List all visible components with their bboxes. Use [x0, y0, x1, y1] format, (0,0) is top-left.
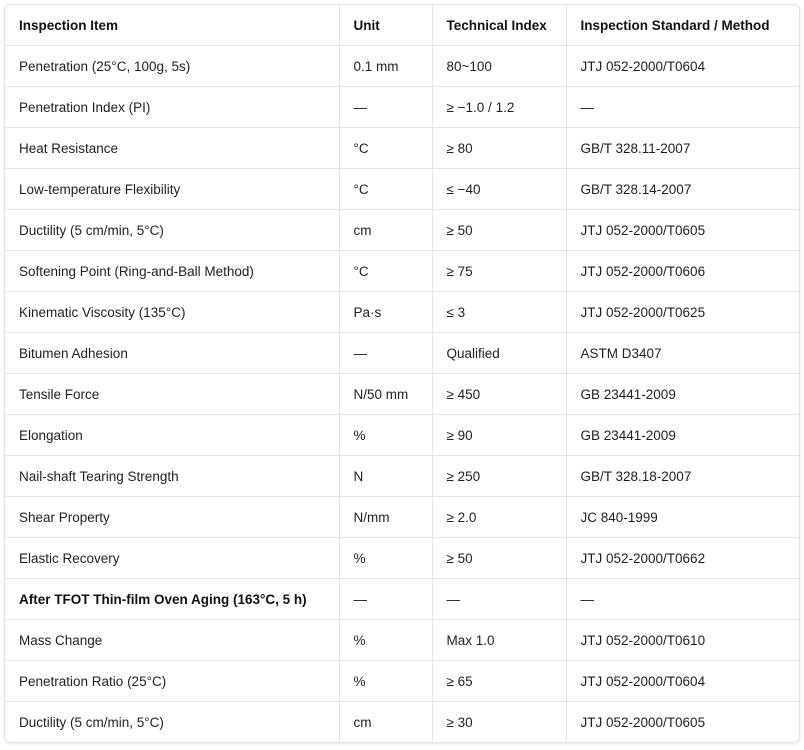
table-row	[5, 128, 799, 169]
cell-technical-index: ≤ 3	[432, 292, 566, 333]
cell-unit: %	[339, 415, 432, 456]
cell-inspection-method: GB 23441-2009	[566, 415, 799, 456]
table-section-row	[5, 579, 799, 620]
cell-technical-index: ≥ 90	[432, 415, 566, 456]
cell-inspection-item: Kinematic Viscosity (135°C)	[5, 292, 339, 333]
cell-inspection-method: GB/T 328.18-2007	[566, 456, 799, 497]
cell-inspection-item: After TFOT Thin-film Oven Aging (163°C, 5 h)	[5, 579, 339, 620]
cell-technical-index: ≤ −40	[432, 169, 566, 210]
cell-inspection-item: Bitumen Adhesion	[5, 333, 339, 374]
cell-technical-index: ≥ 80	[432, 128, 566, 169]
cell-inspection-item: Mass Change	[5, 620, 339, 661]
table-row	[5, 333, 799, 374]
cell-inspection-method: JTJ 052-2000/T0606	[566, 251, 799, 292]
header-unit: Unit	[339, 5, 432, 46]
table-row	[5, 87, 799, 128]
cell-inspection-method: GB 23441-2009	[566, 374, 799, 415]
cell-inspection-method: JTJ 052-2000/T0605	[580, 714, 706, 730]
header-technical-index: Technical Index	[432, 5, 566, 46]
table-row	[5, 497, 799, 538]
cell-technical-index: ≥ 2.0	[432, 497, 566, 538]
cell-unit: °C	[339, 169, 432, 210]
cell-inspection-item: Shear Property	[5, 497, 339, 538]
cell-technical-index: ≥ 50	[432, 538, 566, 579]
cell-inspection-item: Penetration Ratio (25°C)	[5, 661, 339, 702]
cell-inspection-item: Low-temperature Flexibility	[5, 169, 339, 210]
cell-inspection-method: —	[566, 87, 799, 128]
table-row	[5, 251, 799, 292]
cell-inspection-item: Penetration (25°C, 100g, 5s)	[5, 46, 339, 87]
cell-inspection-item: Ductility (5 cm/min, 5°C)	[5, 210, 339, 251]
cell-unit: 0.1 mm	[339, 46, 432, 87]
cell-unit: %	[339, 538, 432, 579]
cell-technical-index: ≥ 450	[432, 374, 566, 415]
cell-technical-index: ≥ 250	[432, 456, 566, 497]
header-row	[5, 5, 799, 46]
table-body	[5, 46, 799, 743]
header-inspection-item: Inspection Item	[5, 5, 339, 46]
cell-inspection-method: JTJ 052-2000/T0604	[566, 661, 799, 702]
table-row	[5, 456, 799, 497]
cell-inspection-method: JTJ 052-2000/T0625	[566, 292, 799, 333]
cell-unit: °C	[339, 128, 432, 169]
cell-inspection-item: Tensile Force	[5, 374, 339, 415]
cell-technical-index: —	[432, 579, 566, 620]
cell-unit: Pa·s	[339, 292, 432, 333]
cell-inspection-method: —	[566, 579, 799, 620]
cell-inspection-item: Penetration Index (PI)	[5, 87, 339, 128]
cell-inspection-method: JTJ 052-2000/T0610	[566, 620, 799, 661]
cell-inspection-item: Softening Point (Ring-and-Ball Method)	[5, 251, 339, 292]
table-row	[5, 292, 799, 333]
cell-technical-index: ≥ 65	[432, 661, 566, 702]
cell-inspection-method: GB/T 328.14-2007	[566, 169, 799, 210]
cell-technical-index: ≥ 30	[432, 702, 566, 743]
cell-inspection-item: Nail-shaft Tearing Strength	[5, 456, 339, 497]
cell-inspection-method: JC 840-1999	[566, 497, 799, 538]
table-row	[5, 620, 799, 661]
table-row	[5, 661, 799, 702]
cell-inspection-method: GB/T 328.11-2007	[566, 128, 799, 169]
cell-unit: %	[339, 620, 432, 661]
cell-technical-index: ≥ 75	[432, 251, 566, 292]
cell-unit: —	[339, 579, 432, 620]
cell-technical-index: Qualified	[432, 333, 566, 374]
cell-inspection-method: JTJ 052-2000/T0604	[566, 46, 799, 87]
cell-inspection-item: Ductility (5 cm/min, 5°C)	[5, 702, 339, 743]
table-row	[5, 46, 799, 87]
cell-unit: %	[339, 661, 432, 702]
table-header	[5, 5, 799, 46]
cell-technical-index: ≥ 50	[432, 210, 566, 251]
cell-inspection-item: Heat Resistance	[5, 128, 339, 169]
cell-inspection-method: JTJ 052-2000/T0662	[566, 538, 799, 579]
cell-unit: cm	[339, 210, 432, 251]
cell-unit: °C	[339, 251, 432, 292]
table-row	[5, 538, 799, 579]
cell-inspection-method: ASTM D3407	[566, 333, 799, 374]
cell-unit: N/mm	[339, 497, 432, 538]
cell-technical-index: Max 1.0	[432, 620, 566, 661]
table-row	[5, 702, 799, 743]
table-row	[5, 374, 799, 415]
cell-unit: —	[339, 333, 432, 374]
inspection-table-card	[4, 4, 800, 743]
cell-inspection-item: Elastic Recovery	[5, 538, 339, 579]
cell-technical-index: 80~100	[432, 46, 566, 87]
cell-unit: cm	[339, 702, 432, 743]
table-row	[5, 210, 799, 251]
cell-unit: —	[339, 87, 432, 128]
inspection-table	[5, 5, 799, 742]
cell-inspection-item: Elongation	[5, 415, 339, 456]
cell-technical-index: ≥ −1.0 / 1.2	[432, 87, 566, 128]
cell-unit: N/50 mm	[339, 374, 432, 415]
cell-inspection-method: JTJ 052-2000/T0605	[566, 210, 799, 251]
table-row	[5, 169, 799, 210]
table-row	[5, 415, 799, 456]
cell-unit: N	[339, 456, 432, 497]
header-inspection-method: Inspection Standard / Method	[566, 5, 799, 46]
